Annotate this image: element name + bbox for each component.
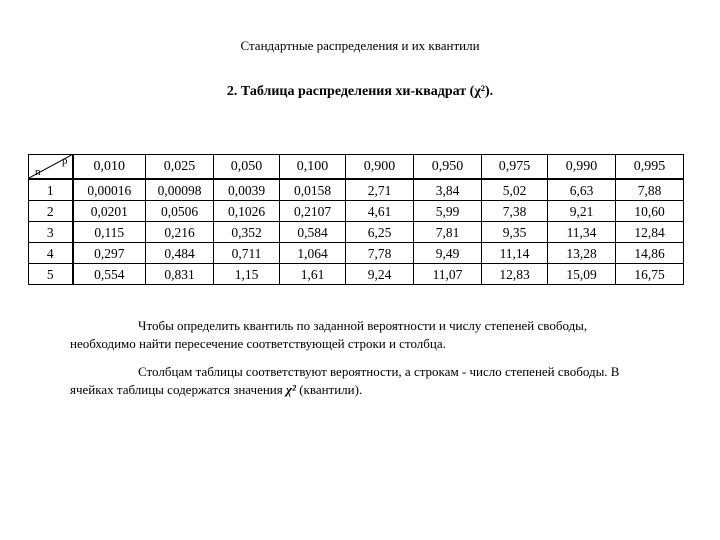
table-cell: 4,61 — [346, 201, 414, 222]
col-header: 0,975 — [482, 155, 548, 180]
header-row — [29, 155, 684, 180]
table-cell: 0,00098 — [146, 179, 214, 201]
paragraph2-text-start: Столбцам таблицы соответствуют вероятности, а строкам - число степеней свободы. В ячейках таблицы содержатся значения — [70, 364, 620, 397]
table-cell: 3,84 — [414, 179, 482, 201]
row-header: 1 — [29, 179, 73, 201]
paragraph2-text-end: (квантили). — [299, 382, 363, 397]
table-cell: 1,15 — [214, 264, 280, 285]
paragraph-quantile-lookup — [70, 317, 640, 353]
corner-col-label: p — [62, 155, 68, 167]
table-cell: 9,49 — [414, 243, 482, 264]
table-cell: 7,78 — [346, 243, 414, 264]
col-header: 0,025 — [146, 155, 214, 180]
table-cell: 0,0039 — [214, 179, 280, 201]
table-cell: 11,07 — [414, 264, 482, 285]
table-cell: 9,21 — [548, 201, 616, 222]
table-cell: 0,2107 — [280, 201, 346, 222]
chi-square-table — [28, 154, 684, 285]
table-cell: 0,0506 — [146, 201, 214, 222]
table-cell: 12,84 — [616, 222, 684, 243]
table-cell: 2,71 — [346, 179, 414, 201]
table-cell: 0,484 — [146, 243, 214, 264]
table-row — [29, 264, 684, 285]
table-cell: 5,99 — [414, 201, 482, 222]
table-cell: 14,86 — [616, 243, 684, 264]
col-header: 0,010 — [73, 155, 146, 180]
col-header: 0,950 — [414, 155, 482, 180]
table-cell: 0,554 — [73, 264, 146, 285]
table-cell: 15,09 — [548, 264, 616, 285]
table-cell: 9,24 — [346, 264, 414, 285]
table-cell: 0,1026 — [214, 201, 280, 222]
row-header: 5 — [29, 264, 73, 285]
table-cell: 13,28 — [548, 243, 616, 264]
table-cell: 7,38 — [482, 201, 548, 222]
table-cell: 11,14 — [482, 243, 548, 264]
table-cell: 0,0158 — [280, 179, 346, 201]
table-cell: 0,00016 — [73, 179, 146, 201]
col-header: 0,100 — [280, 155, 346, 180]
table-cell: 0,352 — [214, 222, 280, 243]
table-cell: 6,63 — [548, 179, 616, 201]
row-header: 3 — [29, 222, 73, 243]
table-row — [29, 243, 684, 264]
table-cell: 16,75 — [616, 264, 684, 285]
table-cell: 0,115 — [73, 222, 146, 243]
table-cell: 6,25 — [346, 222, 414, 243]
table-cell: 7,81 — [414, 222, 482, 243]
table-cell: 0,0201 — [73, 201, 146, 222]
table-row — [29, 222, 684, 243]
page-title: Стандартные распределения и их квантили — [240, 38, 480, 53]
table-cell: 5,02 — [482, 179, 548, 201]
chi-square-symbol: χ² — [286, 382, 296, 397]
col-header: 0,050 — [214, 155, 280, 180]
row-header: 2 — [29, 201, 73, 222]
table-cell: 0,584 — [280, 222, 346, 243]
table-cell: 9,35 — [482, 222, 548, 243]
col-header: 0,900 — [346, 155, 414, 180]
paragraph-table-structure — [70, 363, 640, 399]
table-row — [29, 201, 684, 222]
table-cell: 0,711 — [214, 243, 280, 264]
table-cell: 0,831 — [146, 264, 214, 285]
table-cell: 7,88 — [616, 179, 684, 201]
table-cell: 10,60 — [616, 201, 684, 222]
corner-row-label: n — [35, 166, 41, 178]
table-cell: 11,34 — [548, 222, 616, 243]
corner-cell — [29, 155, 73, 180]
table-cell: 0,297 — [73, 243, 146, 264]
table-row — [29, 179, 684, 201]
col-header: 0,995 — [616, 155, 684, 180]
row-header: 4 — [29, 243, 73, 264]
col-header: 0,990 — [548, 155, 616, 180]
paragraph1-text: Чтобы определить квантиль по заданной вероятности и числу степеней свободы, необходимо найти пересечение соответствующей строки и столбца. — [70, 318, 588, 351]
table-cell: 1,064 — [280, 243, 346, 264]
table-cell: 12,83 — [482, 264, 548, 285]
table-cell: 0,216 — [146, 222, 214, 243]
section-title: 2. Таблица распределения хи-квадрат (χ²). — [226, 84, 494, 99]
table-cell: 1,61 — [280, 264, 346, 285]
